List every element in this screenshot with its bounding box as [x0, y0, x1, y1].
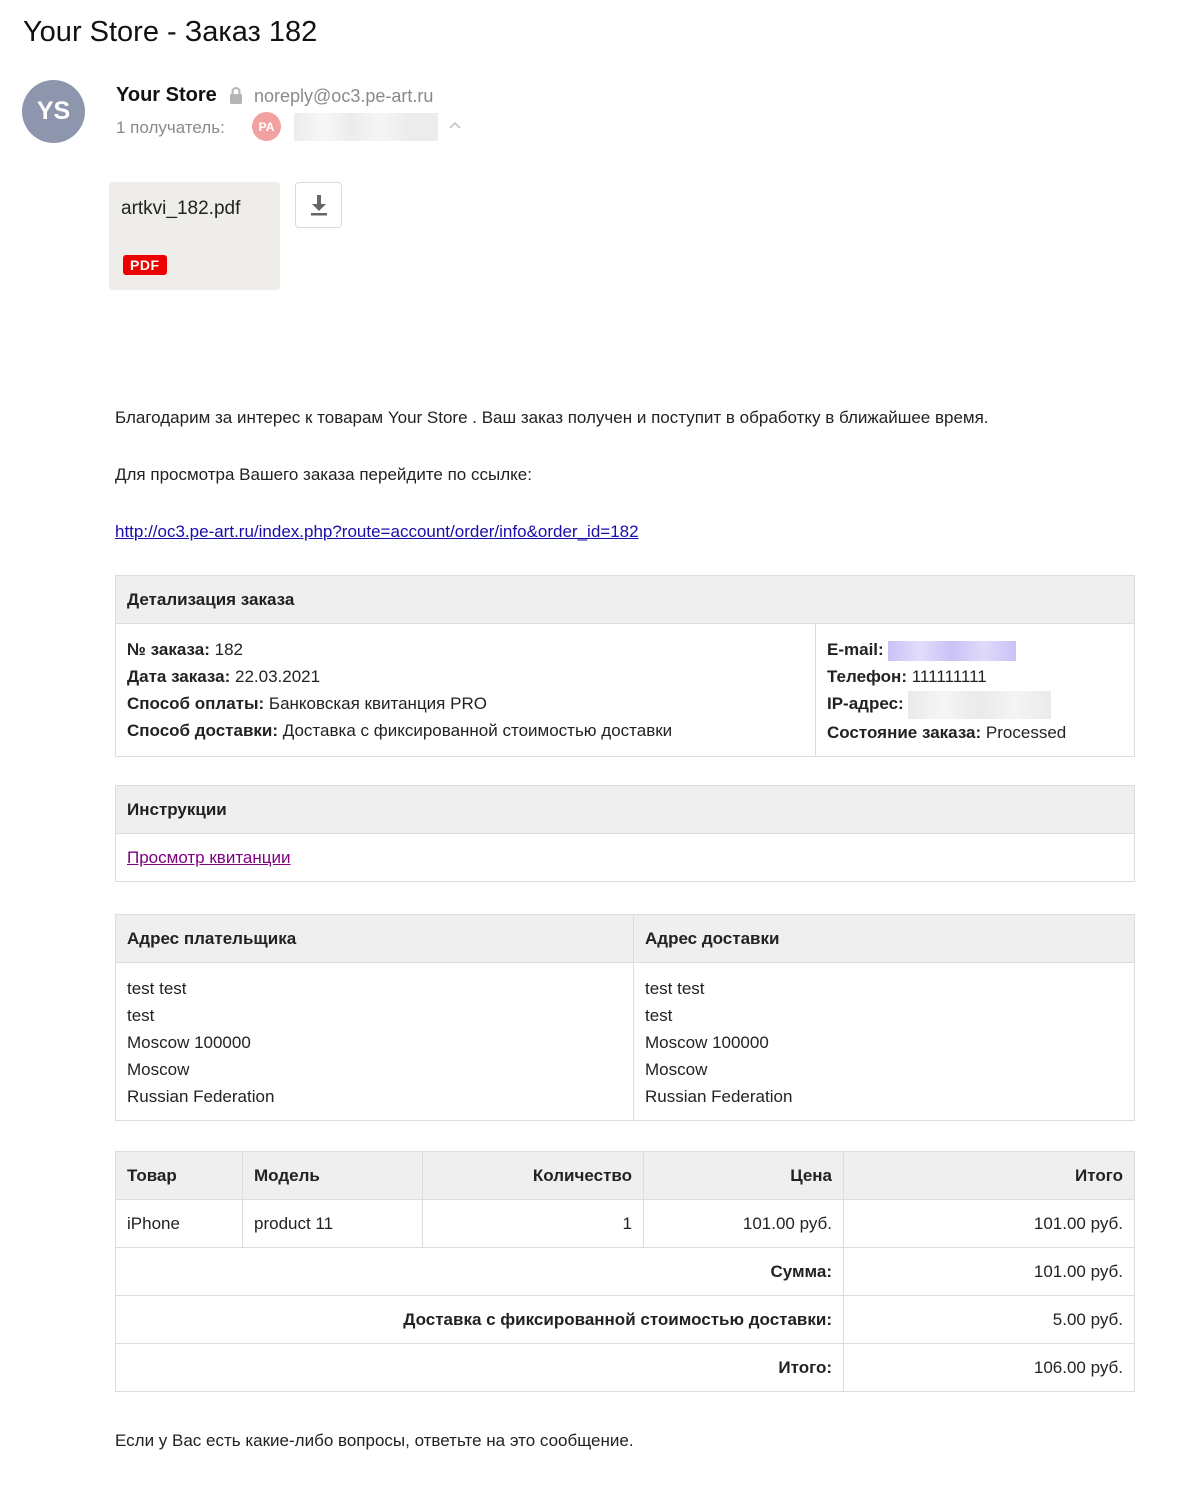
attachment-card[interactable] — [109, 182, 280, 290]
download-icon — [308, 193, 330, 217]
grand-total-label: Итого: — [778, 1357, 832, 1377]
order-no: 182 — [214, 640, 243, 659]
order-date-label: Дата заказа: — [127, 667, 231, 686]
address-line: test test — [645, 979, 705, 998]
recipients-label: 1 получатель: — [116, 118, 225, 137]
footer-text: Если у Вас есть какие-либо вопросы, ответьте на это сообщение. — [115, 1431, 634, 1450]
address-line: Moscow 100000 — [645, 1033, 769, 1052]
intro-text: Благодарим за интерес к товарам Your Store . Ваш заказ получен и поступит в обработку в ближайшее время. — [115, 408, 989, 427]
instructions-header: Инструкции — [116, 786, 1135, 834]
address-line: Moscow — [127, 1060, 190, 1079]
phone-value: 111111111 — [911, 667, 987, 686]
order-date: 22.03.2021 — [235, 667, 321, 686]
ip-redacted — [908, 691, 1051, 719]
recipient-avatar[interactable]: PA — [252, 112, 281, 141]
email-label: E-mail: — [827, 640, 884, 659]
col-product: Товар — [116, 1152, 243, 1200]
address-line: Moscow — [645, 1060, 708, 1079]
attachment-filename: artkvi_182.pdf — [121, 198, 241, 219]
customer-info-cell — [816, 624, 1135, 757]
lock-icon — [229, 86, 243, 104]
address-line: test test — [127, 979, 187, 998]
sender-email[interactable]: noreply@oc3.pe-art.ru — [254, 86, 434, 106]
phone-label: Телефон: — [827, 667, 907, 686]
address-line: test — [645, 1006, 673, 1025]
address-line: Russian Federation — [127, 1087, 275, 1106]
grand-total-value: 106.00 руб. — [844, 1344, 1135, 1392]
order-status: Processed — [985, 722, 1067, 742]
pdf-badge: PDF — [123, 255, 167, 275]
email-subject: Your Store - Заказ 182 — [23, 16, 318, 48]
download-button[interactable] — [295, 182, 342, 228]
order-status-label: Состояние заказа: — [827, 722, 982, 742]
products-table — [115, 1151, 1135, 1392]
view-receipt-link[interactable]: Просмотр квитанции — [127, 847, 291, 867]
sender-name[interactable]: Your Store — [116, 84, 217, 106]
totals-row — [116, 1248, 1135, 1296]
col-price: Цена — [644, 1152, 844, 1200]
email-redacted — [888, 641, 1016, 661]
product-model: product 11 — [243, 1200, 423, 1248]
payment-method: Банковская квитанция PRO — [268, 694, 487, 713]
product-price: 101.00 руб. — [644, 1200, 844, 1248]
totals-row — [116, 1296, 1135, 1344]
shipping-method: Доставка с фиксированной стоимостью доставки — [282, 721, 673, 740]
payment-address-header: Адрес плательщика — [116, 915, 634, 963]
recipient-redacted — [294, 113, 438, 141]
order-details-table — [115, 575, 1135, 757]
payment-method-label: Способ оплаты: — [127, 694, 265, 713]
address-line: Moscow 100000 — [127, 1033, 251, 1052]
order-link[interactable]: http://oc3.pe-art.ru/index.php?route=account/order/info&order_id=182 — [115, 522, 639, 541]
order-no-label: № заказа: — [127, 640, 210, 659]
order-info-cell — [116, 624, 816, 757]
product-quantity: 1 — [423, 1200, 644, 1248]
product-name: iPhone — [116, 1200, 243, 1248]
subtotal-label: Сумма: — [770, 1261, 832, 1281]
subtotal-value: 101.00 руб. — [844, 1248, 1135, 1296]
col-model: Модель — [243, 1152, 423, 1200]
instructions-cell — [116, 834, 1135, 882]
chevron-up-icon[interactable] — [448, 120, 462, 130]
view-order-prompt: Для просмотра Вашего заказа перейдите по ссылке: — [115, 465, 532, 484]
shipping-total-value: 5.00 руб. — [844, 1296, 1135, 1344]
shipping-address-header: Адрес доставки — [634, 915, 1135, 963]
address-line: Russian Federation — [645, 1087, 793, 1106]
shipping-address — [634, 963, 1135, 1121]
instructions-table — [115, 785, 1135, 882]
ip-label: IP-адрес: — [827, 694, 904, 713]
order-details-header: Детализация заказа — [116, 576, 1135, 624]
sender-avatar[interactable]: YS — [22, 80, 85, 143]
shipping-method-label: Способ доставки: — [127, 721, 279, 740]
address-line: test — [127, 1006, 155, 1025]
product-total: 101.00 руб. — [844, 1200, 1135, 1248]
col-total: Итого — [844, 1152, 1135, 1200]
table-row — [116, 1200, 1135, 1248]
totals-row — [116, 1344, 1135, 1392]
col-quantity: Количество — [423, 1152, 644, 1200]
addresses-table — [115, 914, 1135, 1121]
payment-address — [116, 963, 634, 1121]
shipping-total-label: Доставка с фиксированной стоимостью доставки: — [403, 1309, 832, 1329]
